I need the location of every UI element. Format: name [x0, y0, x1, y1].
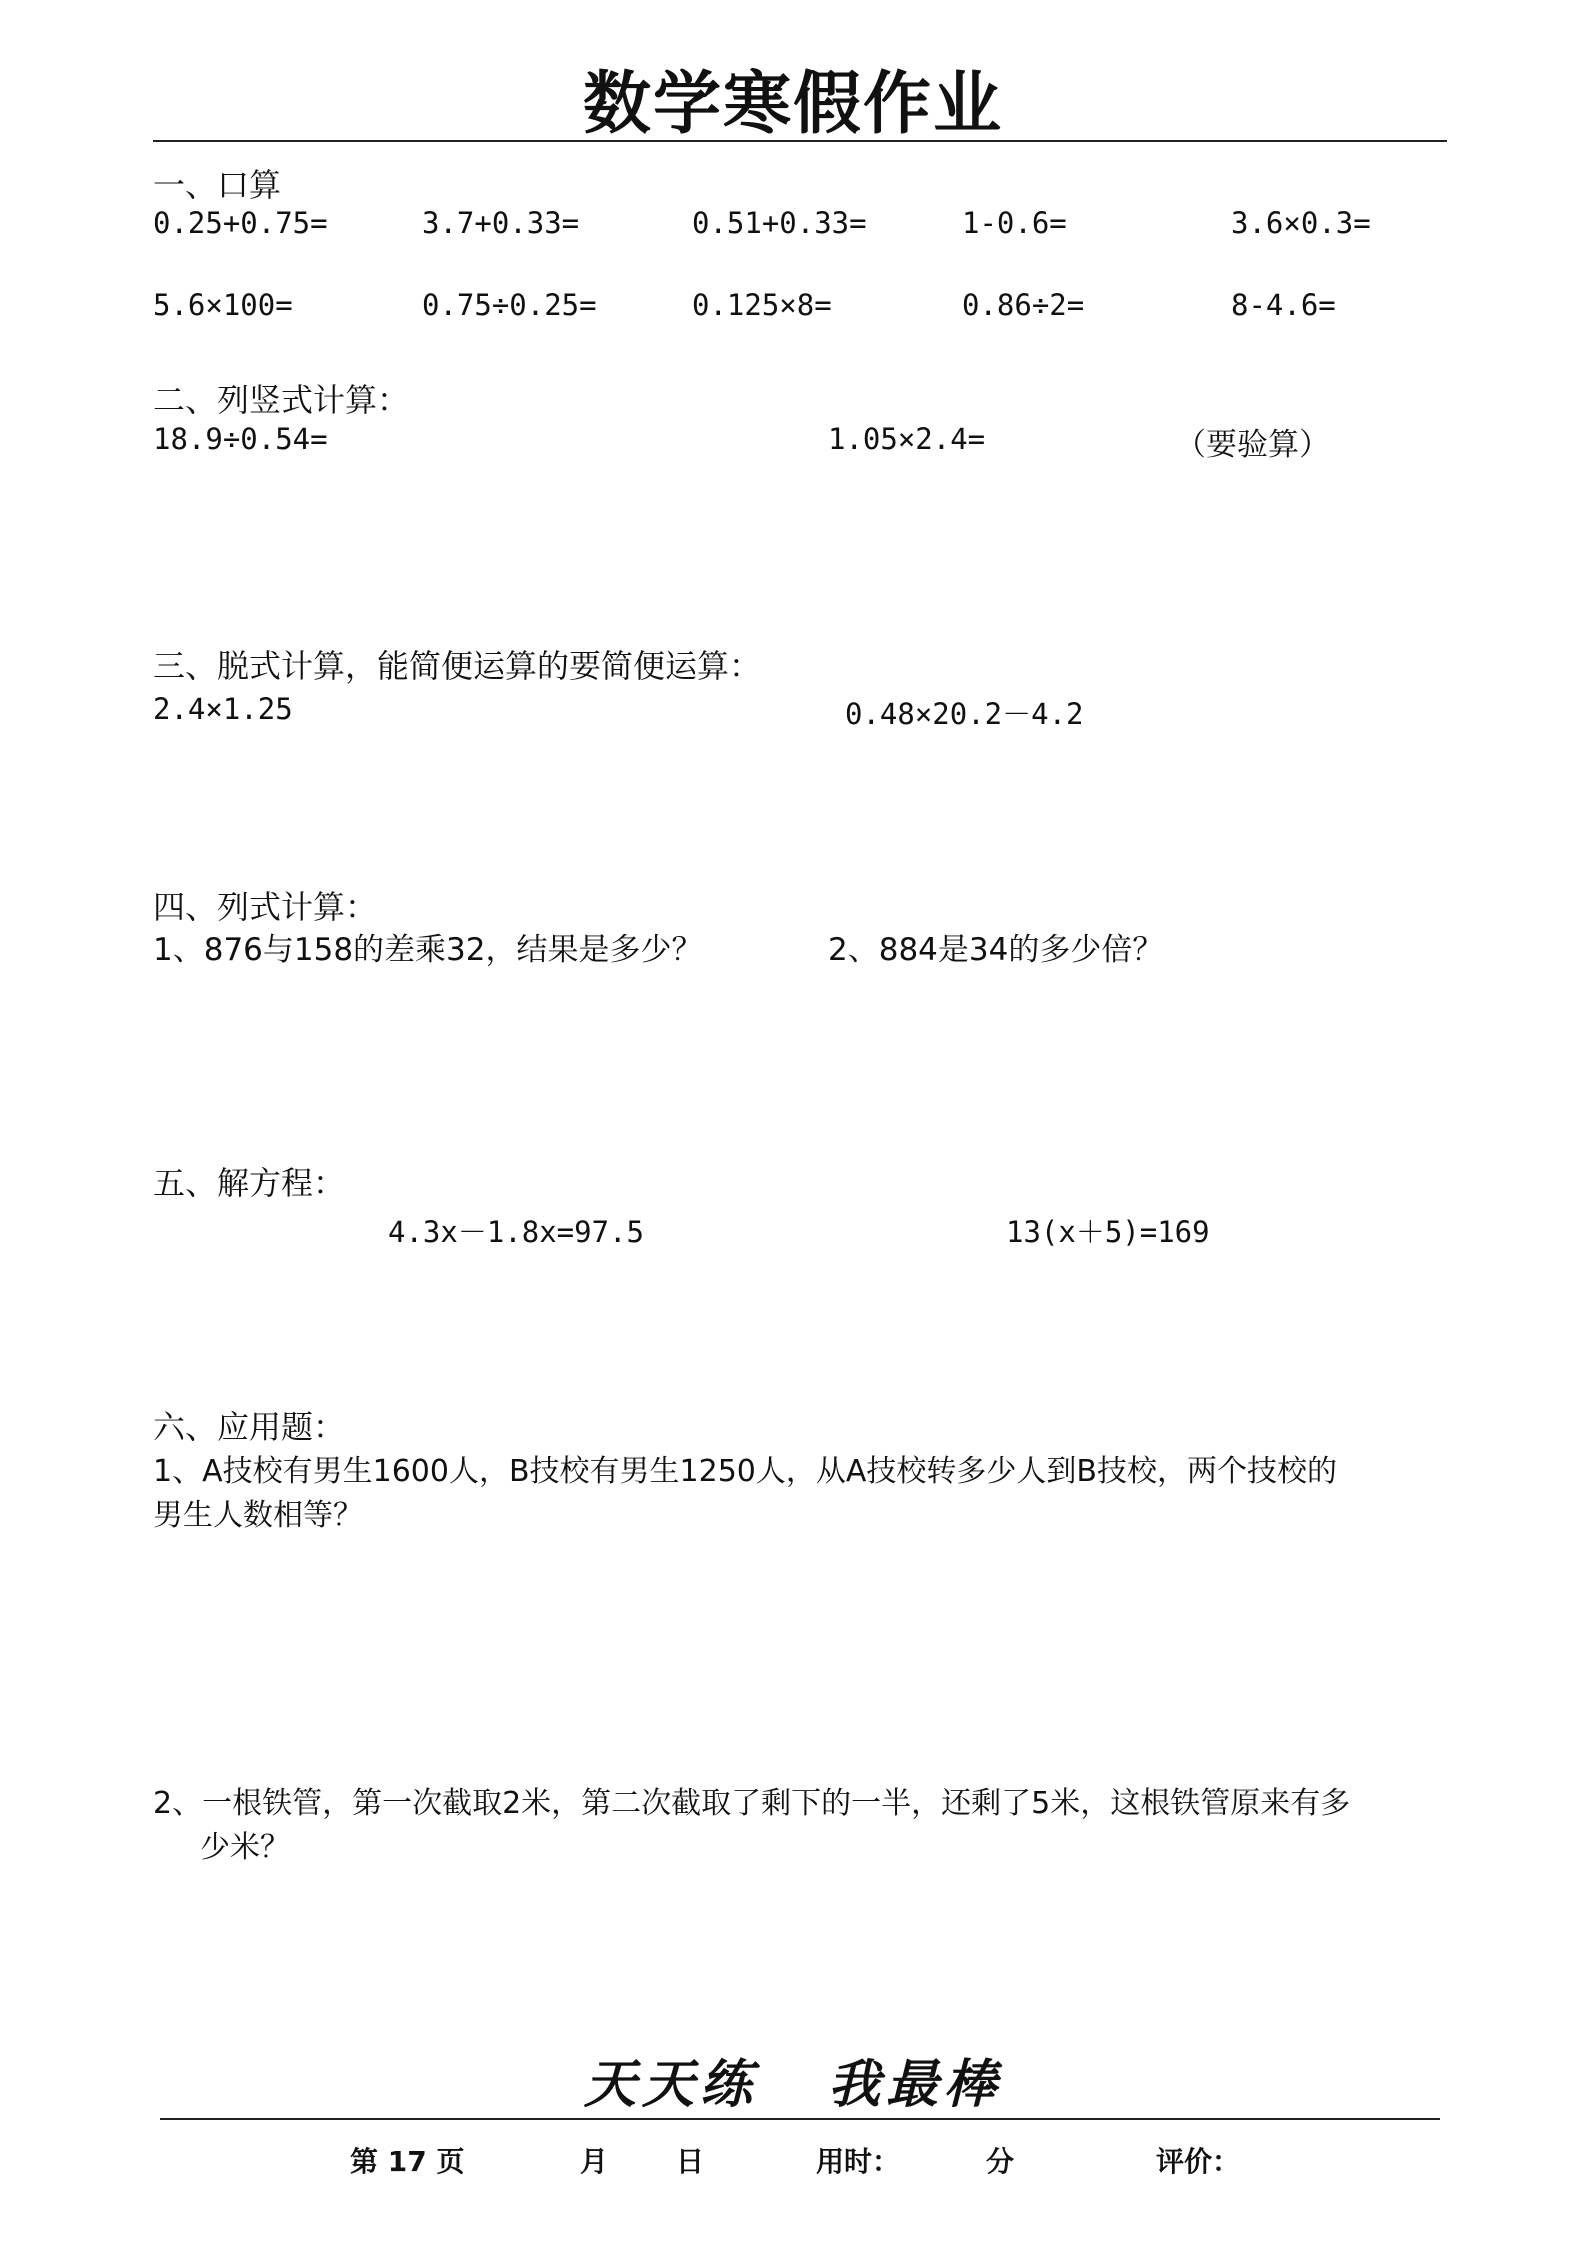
page-title: 数学寒假作业 [582, 65, 1003, 144]
section-1-heading: 一、口算 [153, 166, 282, 204]
section-5-heading: 五、解方程： [153, 1164, 346, 1202]
stepwise-calc-item: 0.48×20.2－4.2 [845, 697, 1084, 731]
title-underline [153, 140, 1447, 142]
equation-item: 13(x＋5)=169 [1006, 1215, 1210, 1249]
application-question-1-cont: 男生人数相等？ [153, 1498, 363, 1533]
section-4-heading: 四、列式计算： [153, 888, 378, 926]
oral-calc-item: 5.6×100= [153, 288, 293, 322]
section-2-heading: 二、列竖式计算： [153, 381, 410, 419]
application-question-2: 2、一根铁管，第一次截取2米，第二次截取了剩下的一半，还剩了5米，这根铁管原来有多 [153, 1786, 1351, 1821]
motto-part-2: 我最棒 [828, 2054, 1003, 2115]
word-calc-item: 2、884是34的多少倍？ [828, 932, 1164, 968]
section-6-heading: 六、应用题： [153, 1408, 346, 1446]
verify-note: （要验算） [1175, 427, 1330, 463]
section-3-heading: 三、脱式计算，能简便运算的要简便运算： [153, 647, 762, 685]
oral-calc-item: 0.125×8= [692, 288, 832, 322]
minute-label: 分 [986, 2145, 1015, 2178]
day-label: 日 [676, 2145, 705, 2178]
word-calc-item: 1、876与158的差乘32，结果是多少？ [153, 932, 703, 968]
oral-calc-item: 3.7+0.33= [422, 206, 580, 240]
stepwise-calc-item: 2.4×1.25 [153, 692, 293, 726]
equation-item: 4.3x－1.8x=97.5 [388, 1215, 644, 1249]
vertical-calc-item: 18.9÷0.54= [153, 422, 328, 456]
oral-calc-item: 0.25+0.75= [153, 206, 328, 240]
footer-rule [160, 2118, 1440, 2120]
time-label: 用时： [816, 2145, 901, 2178]
application-question-1: 1、A技校有男生1600人，B技校有男生1250人，从A技校转多少人到B技校，两个技校的 [153, 1454, 1337, 1489]
oral-calc-item: 0.86÷2= [962, 288, 1085, 322]
oral-calc-item: 3.6×0.3= [1231, 206, 1371, 240]
application-question-2-cont: 少米？ [200, 1830, 290, 1865]
oral-calc-item: 0.51+0.33= [692, 206, 867, 240]
page-number: 第 17 页 [350, 2145, 465, 2178]
oral-calc-item: 1-0.6= [962, 206, 1067, 240]
oral-calc-item: 8-4.6= [1231, 288, 1336, 322]
vertical-calc-item: 1.05×2.4= [828, 422, 986, 456]
evaluation-label: 评价： [1156, 2145, 1241, 2178]
motto-part-1: 天天练 [583, 2054, 758, 2115]
oral-calc-item: 0.75÷0.25= [422, 288, 597, 322]
month-label: 月 [580, 2145, 609, 2178]
motto [0, 2042, 1586, 2117]
